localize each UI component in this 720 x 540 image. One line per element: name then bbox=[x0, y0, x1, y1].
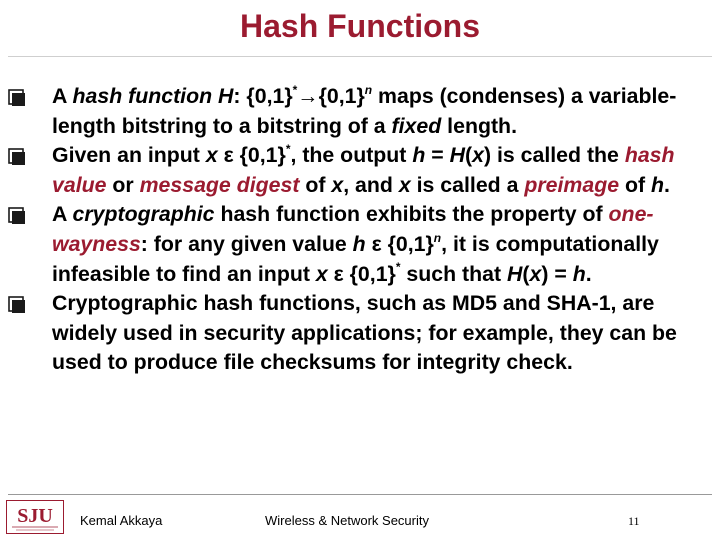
term-one-wayness: one-wayness bbox=[52, 202, 654, 256]
title-divider bbox=[8, 56, 712, 57]
text-run: of bbox=[299, 172, 332, 197]
text-run: , the output bbox=[290, 143, 413, 168]
page-number: 11 bbox=[628, 514, 640, 528]
text-run: maps (condenses) a variable-length bitstring to a bitstring of a bbox=[52, 84, 677, 138]
footer-author: Kemal Akkaya bbox=[80, 513, 163, 528]
superscript-star: * bbox=[292, 82, 298, 97]
term-cryptographic: cryptographic bbox=[72, 202, 215, 227]
term-fixed: fixed bbox=[391, 113, 442, 138]
term-message-digest: message digest bbox=[139, 172, 300, 197]
text-run: ( bbox=[522, 261, 530, 286]
var-h: h bbox=[651, 172, 665, 197]
checkbox-bullet-icon bbox=[8, 89, 25, 106]
text-run: ε {0,1} bbox=[365, 231, 434, 256]
text-run: . bbox=[664, 172, 670, 197]
text-run: Given an input bbox=[52, 143, 206, 168]
superscript-star: * bbox=[285, 142, 291, 157]
bullet-item-hash-value bbox=[8, 141, 713, 200]
text-run: , it is computationally infeasible to find an input bbox=[52, 231, 659, 286]
bullet-2-text bbox=[52, 143, 675, 197]
text-run: or bbox=[106, 172, 140, 197]
text-run: ε {0,1} bbox=[217, 143, 286, 168]
university-logo bbox=[6, 500, 64, 534]
checkbox-bullet-icon bbox=[8, 296, 25, 313]
superscript-n: n bbox=[433, 230, 442, 245]
var-x: x bbox=[331, 172, 344, 197]
text-run: of bbox=[619, 172, 651, 197]
bullet-1-text bbox=[52, 84, 676, 138]
term-preimage: preimage bbox=[524, 172, 620, 197]
text-run: , and bbox=[343, 172, 399, 197]
text-run: ε {0,1} bbox=[327, 261, 396, 286]
var-h: h bbox=[412, 143, 426, 168]
term-hash-value: hash value bbox=[52, 143, 675, 197]
superscript-n: n bbox=[364, 82, 373, 97]
bullet-item-one-wayness bbox=[8, 200, 713, 289]
text-run: {0,1} bbox=[318, 84, 365, 108]
bullet-list bbox=[8, 82, 713, 378]
superscript-star: * bbox=[395, 260, 401, 275]
text-run: : for any given value bbox=[140, 231, 353, 256]
text-run: = bbox=[425, 143, 450, 168]
var-x: x bbox=[315, 261, 328, 286]
var-H: H bbox=[507, 261, 523, 286]
footer-divider bbox=[8, 494, 712, 495]
text-run: : {0,1} bbox=[233, 84, 293, 108]
bullet-3-text bbox=[52, 202, 659, 285]
var-h: h bbox=[572, 261, 586, 286]
text-run: A bbox=[52, 84, 73, 108]
var-x: x bbox=[398, 172, 411, 197]
text-run: hash function exhibits the property of bbox=[214, 202, 609, 227]
checkbox-bullet-icon bbox=[8, 148, 25, 165]
var-x: x bbox=[205, 143, 218, 168]
var-h: h bbox=[352, 231, 366, 256]
footer-course: Wireless & Network Security bbox=[265, 513, 429, 528]
text-run: . bbox=[585, 261, 592, 286]
term-hash-function: hash function H bbox=[72, 84, 234, 108]
var-x: x bbox=[472, 143, 484, 168]
var-H: H bbox=[449, 143, 466, 168]
bullet-item-applications bbox=[8, 289, 713, 378]
bullet-item-hash-function bbox=[8, 82, 713, 141]
logo-lettering: SJU bbox=[17, 505, 53, 527]
text-run: A bbox=[52, 202, 73, 227]
slide-title: Hash Functions bbox=[239, 8, 480, 44]
text-run: length. bbox=[441, 113, 517, 138]
text-run: is called a bbox=[410, 172, 525, 197]
text-run: such that bbox=[400, 261, 507, 286]
checkbox-bullet-icon bbox=[8, 207, 25, 224]
text-run: ) is called the bbox=[483, 143, 625, 168]
var-x: x bbox=[529, 261, 542, 286]
bullet-4-text: Cryptographic hash functions, such as MD5 and SHA-1, are widely used in security applications; for example, they can be used to produce file checksums for integrity check. bbox=[52, 291, 677, 375]
arrow-symbol: → bbox=[297, 84, 319, 108]
text-run: ( bbox=[465, 143, 473, 168]
text-run: ) = bbox=[541, 261, 573, 286]
